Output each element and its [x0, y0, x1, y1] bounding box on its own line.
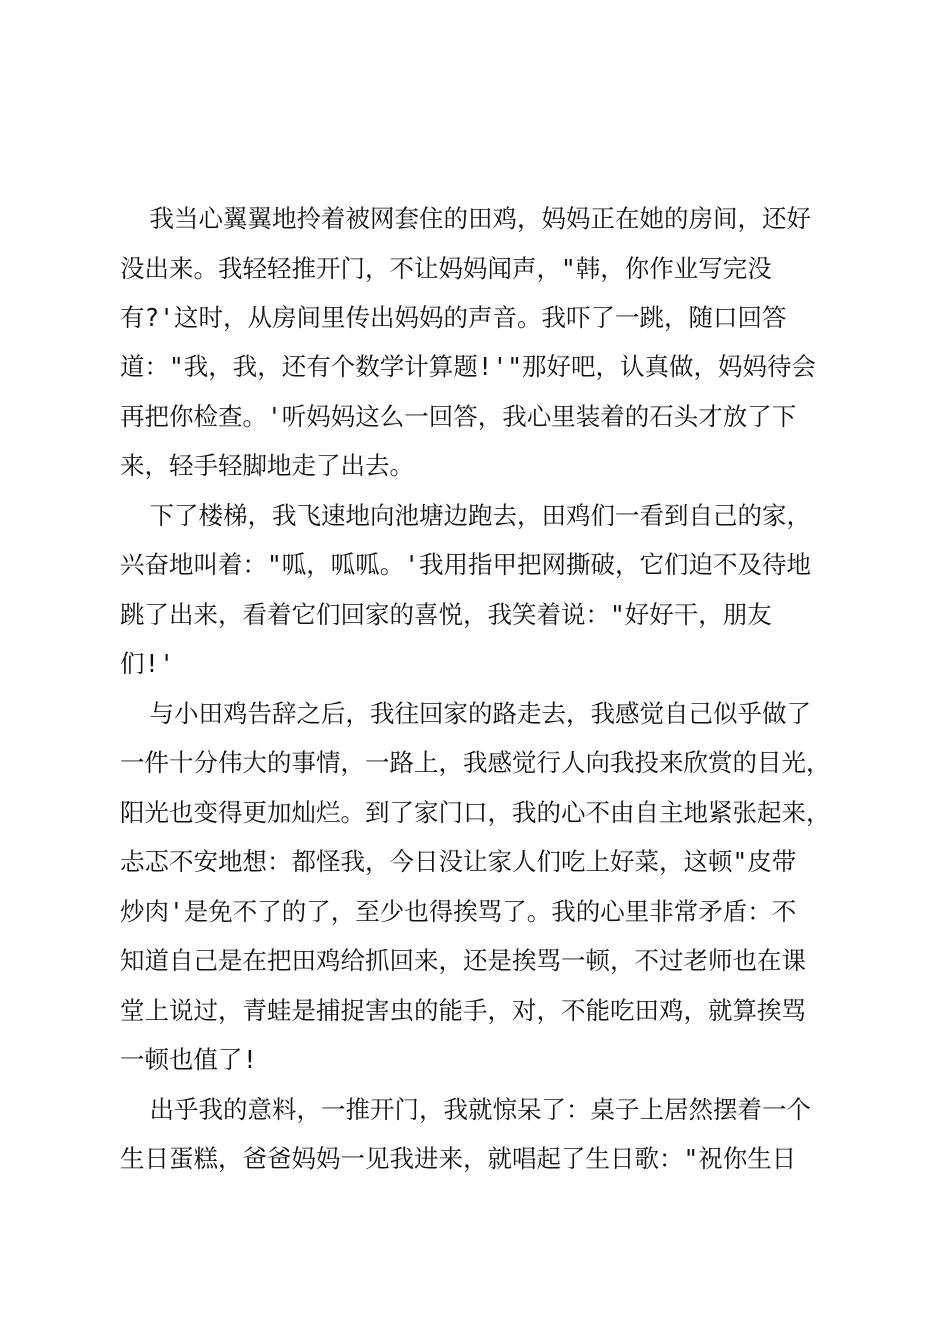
text-line: 们!' — [120, 649, 175, 678]
text-line: 道："我，我，还有个数学计算题!'"那好吧，认真做，妈妈待会 — [120, 352, 816, 381]
text-line: 忐忑不安地想：都怪我，今日没让家人们吃上好菜，这顿"皮带 — [120, 847, 797, 876]
text-line: 再把你检查。'听妈妈这么一回答，我心里装着的石头才放了下 — [120, 402, 797, 431]
text-line: 出乎我的意料，一推开门，我就惊呆了：桌子上居然摆着一个 — [120, 1095, 811, 1124]
text-line: 生日蛋糕，爸爸妈妈一见我进来，就唱起了生日歌："祝你生日 — [120, 1144, 797, 1173]
text-line: 堂上说过，青蛙是捕捉害虫的能手，对，不能吃田鸡，就算挨骂 — [120, 996, 806, 1025]
text-line: 来，轻手轻脚地走了出去。 — [120, 451, 414, 480]
text-line: 知道自己是在把田鸡给抓回来，还是挨骂一顿，不过老师也在课 — [120, 946, 806, 975]
text-line: 一件十分伟大的事情，一路上，我感觉行人向我投来欣赏的目光， — [120, 748, 831, 777]
text-line: 兴奋地叫着："呱，呱呱。'我用指甲把网撕破，它们迫不及待地 — [120, 550, 811, 579]
text-line: 跳了出来，看着它们回家的喜悦，我笑着说："好好干，朋友 — [120, 600, 772, 629]
text-line: 炒肉'是免不了的了，至少也得挨骂了。我的心里非常矛盾：不 — [120, 897, 797, 926]
text-line: 下了楼梯，我飞速地向池塘边跑去，田鸡们一看到自己的家， — [120, 501, 811, 530]
text-line: 没出来。我轻轻推开门，不让妈妈闻声，"韩，你作业写完没 — [120, 254, 772, 283]
text-line: 与小田鸡告辞之后，我往回家的路走去，我感觉自己似乎做了 — [120, 699, 811, 728]
text-line: 阳光也变得更加灿烂。到了家门口，我的心不由自主地紧张起来， — [120, 798, 831, 827]
text-line: 一顿也值了! — [120, 1045, 258, 1074]
text-line: 有?'这时，从房间里传出妈妈的声音。我吓了一跳，随口回答 — [120, 303, 787, 332]
text-line: 我当心翼翼地拎着被网套住的田鸡，妈妈正在她的房间，还好 — [120, 204, 811, 233]
